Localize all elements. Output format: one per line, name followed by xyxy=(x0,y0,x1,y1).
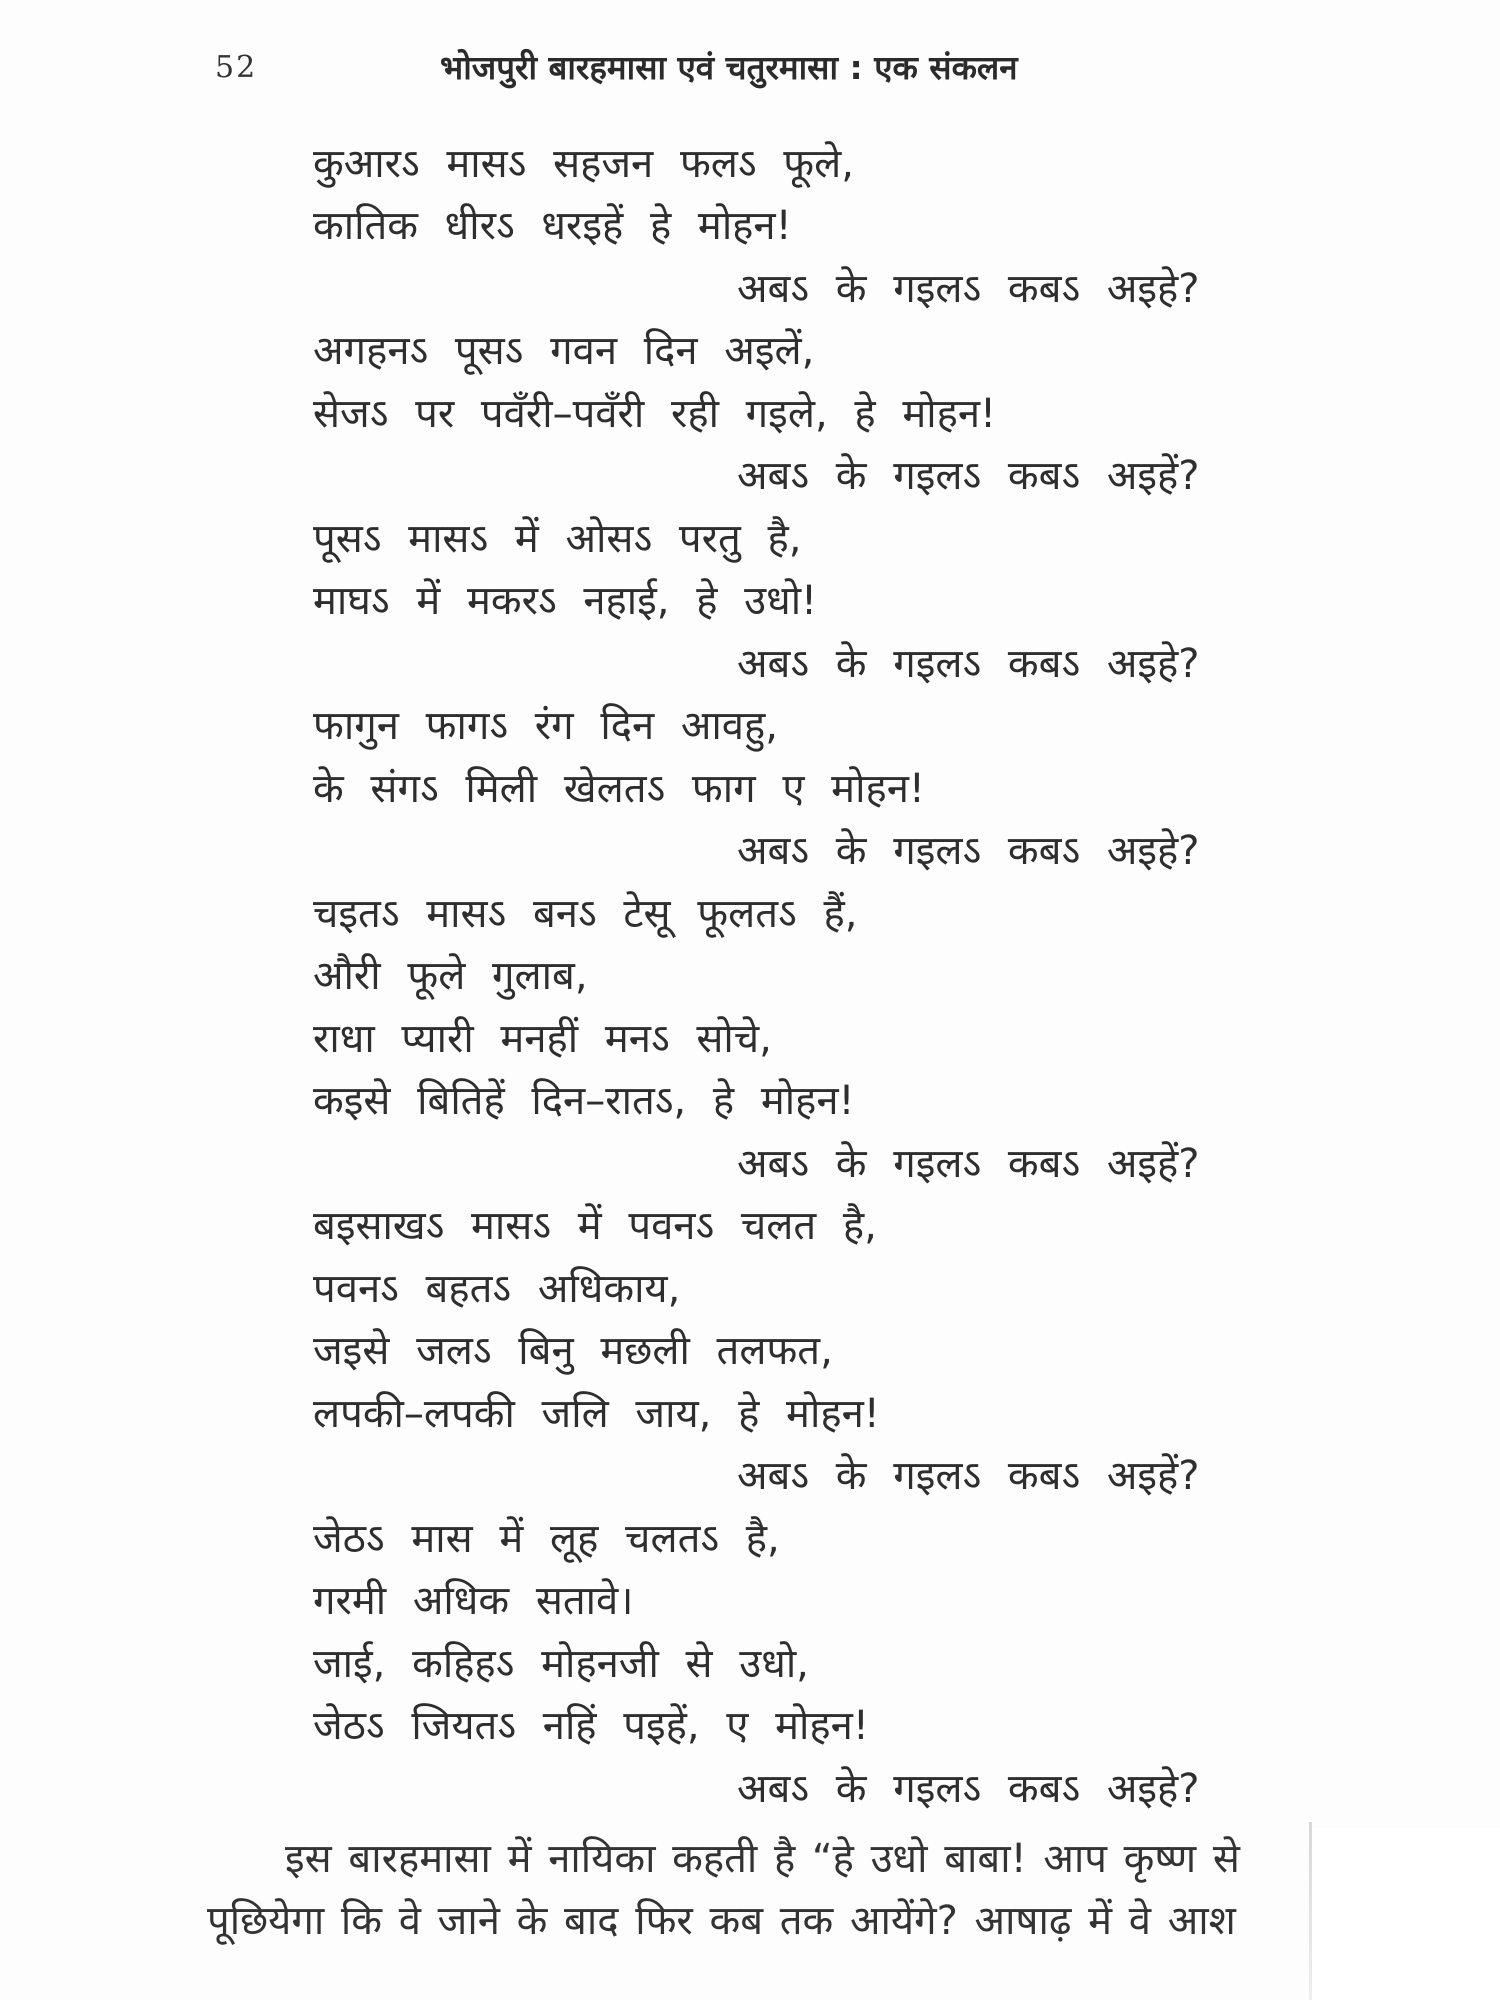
poem-refrain: अबऽ के गइलऽ कबऽ अइहें? xyxy=(737,1453,1200,1499)
poem-line: कातिक धीरऽ धरइहें हे मोहन! xyxy=(313,203,792,249)
poem-refrain: अबऽ के गइलऽ कबऽ अइहे? xyxy=(737,266,1200,312)
poem-line: गरमी अधिक सतावे। xyxy=(313,1578,634,1624)
poem-line: जेठऽ जियतऽ नहिं पइहें, ए मोहन! xyxy=(313,1703,869,1749)
poem-refrain: अबऽ के गइलऽ कबऽ अइहे? xyxy=(737,828,1200,874)
poem-line: कइसे बितिहें दिन–रातऽ, हे मोहन! xyxy=(313,1078,855,1124)
poem-line: बइसाखऽ मासऽ में पवनऽ चलत है, xyxy=(313,1203,877,1249)
poem-line: कुआरऽ मासऽ सहजन फलऽ फूले, xyxy=(313,141,854,187)
poem-line: औरी फूले गुलाब, xyxy=(313,953,588,999)
page-edge-cutoff xyxy=(1312,1828,1500,2000)
poem-line: जइसे जलऽ बिनु मछली तलफत, xyxy=(313,1328,833,1374)
poem-line: राधा प्यारी मनहीं मनऽ सोचे, xyxy=(313,1016,772,1062)
page-number: 52 xyxy=(215,50,258,85)
poem-line: जाई, कहिहऽ मोहनजी से उधो, xyxy=(313,1641,809,1687)
poem-line: चइतऽ मासऽ बनऽ टेसू फूलतऽ हैं, xyxy=(313,891,858,937)
poem-line: के संगऽ मिली खेलतऽ फाग ए मोहन! xyxy=(313,766,925,812)
poem-line: लपकी–लपकी जलि जाय, हे मोहन! xyxy=(313,1391,880,1437)
poem-refrain: अबऽ के गइलऽ कबऽ अइहें? xyxy=(737,453,1200,499)
poem-line: अगहनऽ पूसऽ गवन दिन अइलें, xyxy=(313,328,815,374)
poem-refrain: अबऽ के गइलऽ कबऽ अइहें? xyxy=(737,1141,1200,1187)
page-edge-shadow xyxy=(1309,1822,1312,2000)
prose-line: इस बारहमासा में नायिका कहती है “हे उधो बाबा! आप कृष्ण से xyxy=(285,1836,1240,1882)
poem-line: पूसऽ मासऽ में ओसऽ परतु है, xyxy=(313,516,802,562)
poem-line: पवनऽ बहतऽ अधिकाय, xyxy=(313,1266,681,1312)
poem-refrain: अबऽ के गइलऽ कबऽ अइहे? xyxy=(737,641,1200,687)
poem-line: माघऽ में मकरऽ नहाई, हे उधो! xyxy=(313,578,818,624)
prose-line: पूछियेगा कि वे जाने के बाद फिर कब तक आयेंगे? आषाढ़ में वे आश xyxy=(207,1898,1236,1944)
poem-line: फागुन फागऽ रंग दिन आवहु, xyxy=(313,703,778,749)
poem-line: सेजऽ पर पवँरी–पवँरी रही गइले, हे मोहन! xyxy=(313,391,997,437)
poem-refrain: अबऽ के गइलऽ कबऽ अइहे? xyxy=(737,1766,1200,1812)
running-title: भोजपुरी बारहमासा एवं चतुरमासा : एक संकलन xyxy=(440,48,1018,87)
poem-line: जेठऽ मास में लूह चलतऽ है, xyxy=(313,1516,780,1562)
